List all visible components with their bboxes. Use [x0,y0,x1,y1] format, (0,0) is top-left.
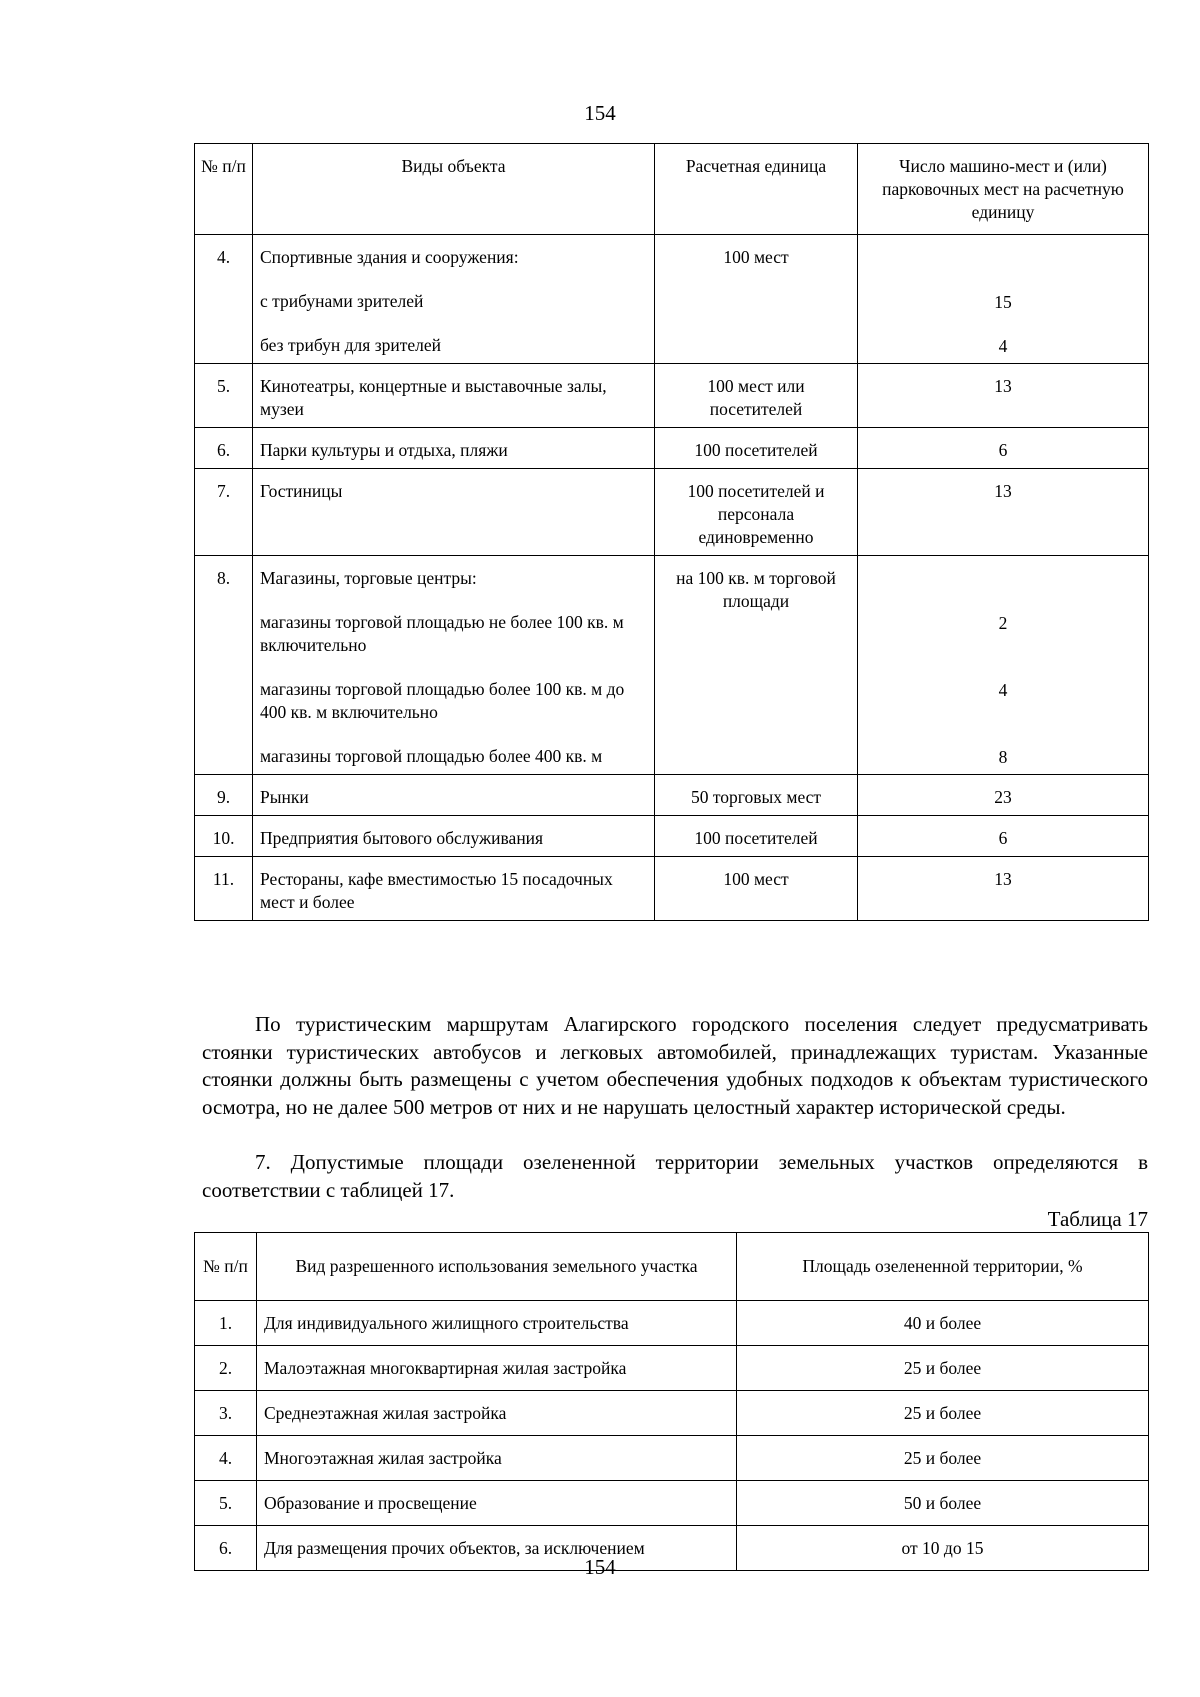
object-type-cell [253,857,655,921]
parking-count-cell [858,428,1149,469]
object-type-line: Парки культуры и отдыха, пляжи [260,440,508,460]
row-number: 7. [195,469,253,556]
object-type-line: с трибунами зрителей [260,291,424,311]
object-type-line: Гостиницы [260,481,343,501]
parking-count-value: 4 [998,679,1008,700]
table-row [195,857,1149,921]
row-number: 4. [195,1436,257,1481]
parking-count-cell [858,857,1149,921]
row-number: 1. [195,1301,257,1346]
table-row [195,1391,1149,1436]
header-unit: Расчетная единица [655,144,858,235]
parking-count-value: 13 [994,869,1012,889]
header-green-area: Площадь озелененной территории, % [737,1233,1149,1301]
unit-cell: 100 мест [655,857,858,921]
green-area-cell: 25 и более [737,1391,1149,1436]
land-use-cell: Для размещения прочих объектов, за исключением [257,1526,737,1571]
row-number: 6. [195,1526,257,1571]
row-number: 6. [195,428,253,469]
land-use-cell: Для индивидуального жилищного строительства [257,1301,737,1346]
page-number-top: 154 [584,101,616,125]
parking-count-cell [858,469,1149,556]
object-type-line: Рынки [260,787,309,807]
table-header-row [195,144,1149,235]
table-row [195,428,1149,469]
parking-count-value: 13 [994,376,1012,396]
table-header-row [195,1233,1149,1301]
parking-count-value: 15 [994,291,1012,312]
green-area-cell: 50 и более [737,1481,1149,1526]
page-number-bottom: 154 [584,1555,616,1579]
object-type-line: без трибун для зрителей [260,335,442,355]
row-number: 3. [195,1391,257,1436]
table-row [195,235,1149,364]
row-number: 9. [195,775,253,816]
table-row [195,1346,1149,1391]
object-type-cell [253,364,655,428]
parking-count-value: 6 [998,828,1008,848]
parking-norms-body [195,235,1149,921]
object-type-line: Спортивные здания и сооружения: [260,247,519,267]
table-row [195,364,1149,428]
table-caption: Таблица 17 [1047,1207,1148,1231]
tourist-parking-paragraph: По туристическим маршрутам Алагирского городского поселения следует предусматривать стоянки туристических автобусов и легковых автомобилей, принадлежащих туристам. Указанные стоянки должны быть размещены с учетом обеспечения удобных подходов к объектам туристического осмотра, но не далее 500 метров от них и не нарушать целостный характер исторической среды. [202,1012,1148,1119]
parking-count-value [858,568,1148,591]
object-type-cell [253,428,655,469]
green-area-paragraph: 7. Допустимые площади озелененной территории земельных участков определяются в соответствии с таблицей 17. [202,1150,1148,1202]
row-number: 2. [195,1346,257,1391]
header-parking-count: Число машино-мест и (или) парковочных мест на расчетную единицу [858,144,1149,235]
parking-count-value: 13 [994,481,1012,501]
unit-cell: 100 посетителей [655,816,858,857]
object-type-cell [253,816,655,857]
table-row [195,556,1149,775]
parking-count-value: 2 [998,612,1008,633]
table-row [195,816,1149,857]
object-type-line: Магазины, торговые центры: [260,568,477,588]
parking-count-cell [858,816,1149,857]
object-type-line: Предприятия бытового обслуживания [260,828,544,848]
header-number: № п/п [195,144,253,235]
green-area-cell: 25 и более [737,1436,1149,1481]
object-type-cell [253,469,655,556]
parking-count-value: 6 [998,440,1008,460]
unit-cell: 100 посетителей [655,428,858,469]
row-number: 5. [195,1481,257,1526]
unit-cell: 100 мест [655,235,858,364]
object-type-cell [253,556,655,775]
parking-count-cell [858,235,1149,364]
object-type-line: магазины торговой площадью более 400 кв. м [260,746,603,766]
object-type-cell [253,235,655,364]
object-type-line: Кинотеатры, концертные и выставочные залы, музеи [260,376,607,419]
land-use-cell: Образование и просвещение [257,1481,737,1526]
table-row [195,469,1149,556]
green-area-cell: от 10 до 15 [737,1526,1149,1571]
land-use-cell: Многоэтажная жилая застройка [257,1436,737,1481]
parking-norms-table [194,143,1149,921]
parking-count-value: 4 [998,335,1008,356]
object-type-line: магазины торговой площадью не более 100 кв. м включительно [260,612,624,655]
row-number: 5. [195,364,253,428]
unit-cell: 100 посетителей и персонала единовременно [655,469,858,556]
land-use-cell: Малоэтажная многоквартирная жилая застройка [257,1346,737,1391]
land-use-cell: Среднеэтажная жилая застройка [257,1391,737,1436]
parking-count-value: 8 [998,746,1008,767]
table-row [195,1301,1149,1346]
parking-count-cell [858,364,1149,428]
green-area-table [194,1232,1149,1571]
table-row [195,775,1149,816]
unit-cell: на 100 кв. м торговой площади [655,556,858,775]
parking-count-value [858,247,1148,270]
object-type-line: Рестораны, кафе вместимостью 15 посадочных мест и более [260,869,613,912]
row-number: 11. [195,857,253,921]
green-area-body [195,1301,1149,1571]
row-number: 10. [195,816,253,857]
green-area-cell: 40 и более [737,1301,1149,1346]
table-row [195,1436,1149,1481]
header-land-use: Вид разрешенного использования земельного участка [257,1233,737,1301]
parking-count-cell [858,556,1149,775]
parking-count-cell [858,775,1149,816]
header-number: № п/п [195,1233,257,1301]
row-number: 8. [195,556,253,775]
header-object-type: Виды объекта [253,144,655,235]
unit-cell: 50 торговых мест [655,775,858,816]
table-row [195,1481,1149,1526]
unit-cell: 100 мест или посетителей [655,364,858,428]
object-type-cell [253,775,655,816]
object-type-line: магазины торговой площадью более 100 кв. м до 400 кв. м включительно [260,679,625,722]
parking-count-value: 23 [994,787,1012,807]
row-number: 4. [195,235,253,364]
green-area-cell: 25 и более [737,1346,1149,1391]
